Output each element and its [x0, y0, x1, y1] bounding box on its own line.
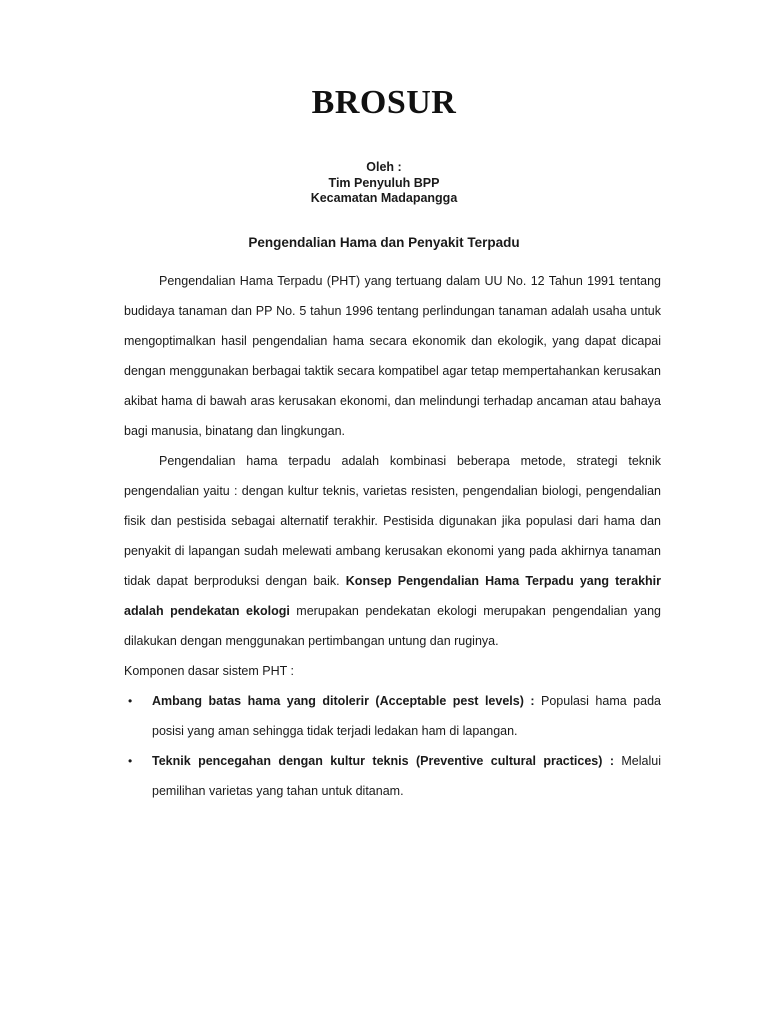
list-item [124, 686, 661, 746]
components-list [124, 686, 661, 806]
paragraph-1: Pengendalian Hama Terpadu (PHT) yang tertuang dalam UU No. 12 Tahun 1991 tentang budidaya tanaman dan PP No. 5 tahun 1996 tentang perlindungan tanaman adalah usaha untuk mengoptimalkan hasil pengendalian hama secara ekonomik dan ekologik, yang dapat dicapai dengan menggunakan berbagai taktik secara kompatibel agar tetap mempertahankan kerusakan akibat hama di bawah aras kerusakan ekonomi, dan melindungi terhadap ancaman atau bahaya bagi manusia, binatang dan lingkungan. [124, 274, 661, 438]
paragraph-2-bold: Konsep Pengendalian Hama Terpadu yang terakhir adalah pendekatan ekologi [124, 574, 661, 618]
bullet-icon: • [128, 694, 133, 708]
list-item [124, 746, 661, 806]
document-title: BROSUR [311, 84, 457, 121]
author-team: Tim Penyuluh BPP [328, 175, 440, 190]
components-heading: Komponen dasar sistem PHT : [124, 664, 294, 678]
component-term: Ambang batas hama yang ditolerir (Acceptable pest levels) : [152, 694, 535, 708]
paragraph-2-tail: merupakan pendekatan ekologi merupakan pengendalian yang dilakukan dengan menggunakan pertimbangan untung dan ruginya. [124, 604, 661, 648]
bullet-icon: • [128, 754, 133, 768]
section-heading: Pengendalian Hama dan Penyakit Terpadu [248, 235, 520, 250]
component-description: Melalui pemilihan varietas yang tahan untuk ditanam. [152, 754, 661, 798]
author-block [0, 160, 768, 207]
component-description: Populasi hama pada posisi yang aman sehingga tidak terjadi ledakan ham di lapangan. [152, 694, 661, 738]
author-by-label: Oleh : [366, 160, 402, 174]
component-term: Teknik pencegahan dengan kultur teknis (Preventive cultural practices) : [152, 754, 614, 768]
document-body [124, 266, 661, 806]
author-district: Kecamatan Madapangga [310, 191, 458, 205]
paragraph-2 [124, 446, 661, 656]
paragraph-2-text: Pengendalian hama terpadu adalah kombinasi beberapa metode, strategi teknik pengendalian yaitu : dengan kultur teknis, varietas resisten, pengendalian biologi, pengendalian fisik dan pestisida sebagai alternatif terakhir. Pestisida digunakan jika populasi dari hama dan penyakit di lapangan sudah melewati ambang kerusakan ekonomi yang pada akhirnya tanaman tidak dapat berproduksi dengan baik. [124, 454, 661, 588]
